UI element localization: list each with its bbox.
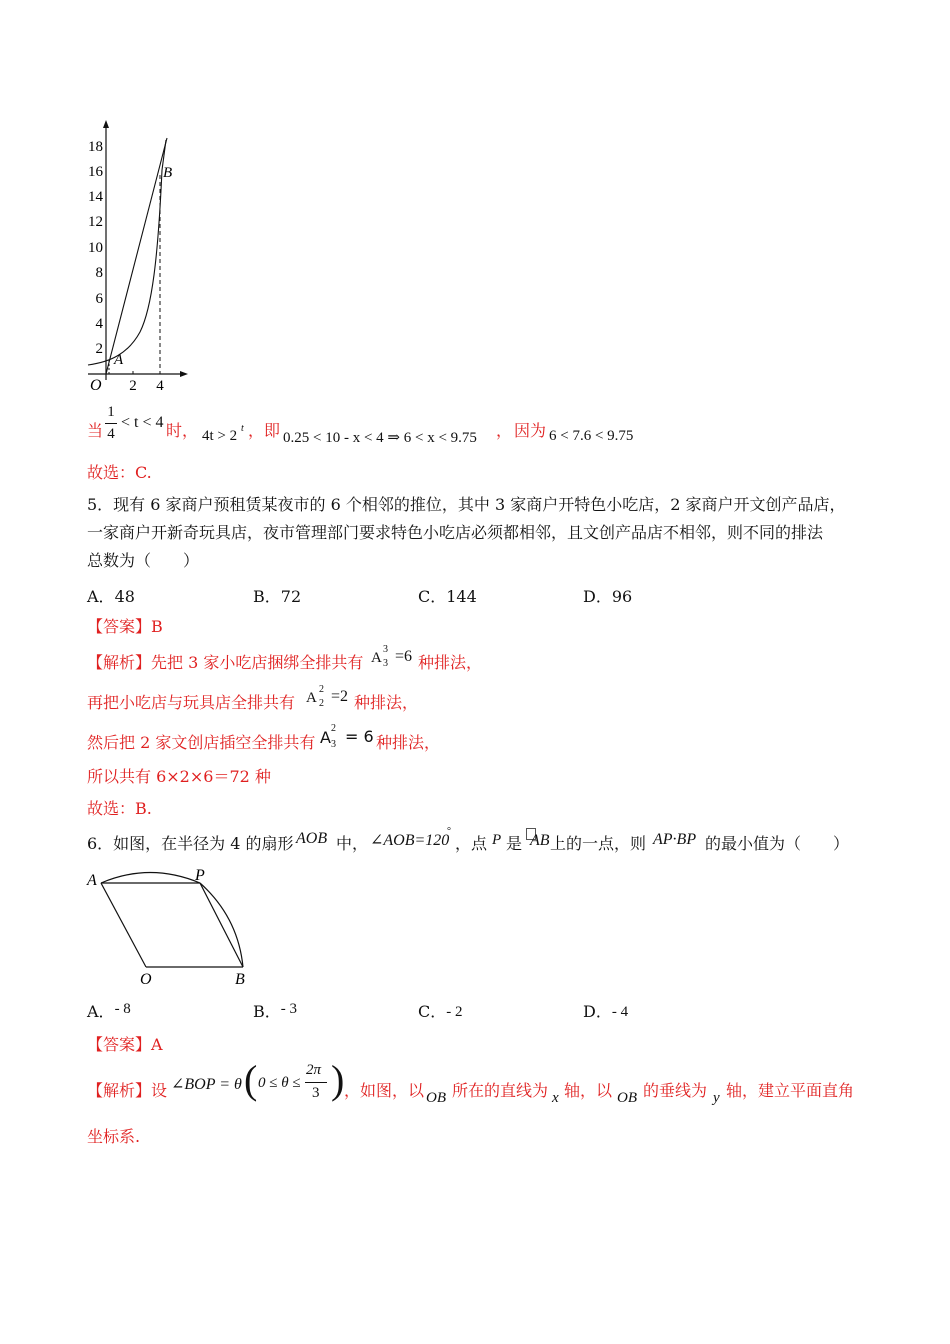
sector-figure <box>80 862 260 988</box>
q6-analysis-line2: 坐标系. <box>87 1127 141 1146</box>
q6-range-bar <box>305 1082 327 1083</box>
q4-ineq: < t < 4 <box>121 414 164 431</box>
q6-analysis-e: 的垂线为 <box>643 1081 708 1100</box>
q6-range-lower: 0 ≤ θ ≤ <box>258 1075 301 1091</box>
q6-arc: AB <box>530 832 550 849</box>
q4-frac-den: 4 <box>107 426 115 442</box>
q6-analysis-b: ，如图，以 <box>344 1081 425 1100</box>
point-b-label: B <box>163 165 173 181</box>
q5-step2-sub: 2 <box>319 698 324 709</box>
q6-stem-b: 中， <box>336 834 369 853</box>
x-axis-arrow <box>180 371 188 377</box>
q5-analysis-step1: 【解析】先把 3 家小吃店捆绑全排共有 <box>87 653 364 672</box>
y-tick-label: 16 <box>88 164 103 180</box>
q4-ji: 即 <box>264 421 281 440</box>
x-tick-label: 4 <box>156 378 164 394</box>
q5-step1-sub: 3 <box>383 658 388 669</box>
y-axis-arrow <box>103 120 109 128</box>
q5-step1-end: 种排法， <box>418 653 483 672</box>
q6-option-c: C．- 2 <box>418 1002 463 1021</box>
q5-stem-line2: 一家商户开新奇玩具店，夜市管理部门要求特色小吃店必须都相邻，且文创产品店不相邻，则不同的排法 <box>87 523 824 542</box>
q6-dot-expr: AP·BP <box>653 831 697 848</box>
q5-step1-eq: =6 <box>395 648 413 665</box>
y-tick-label: 8 <box>95 265 103 281</box>
q6-stem-e: 上的一点，则 <box>550 834 647 853</box>
q4-expr3: 6 < 7.6 < 9.75 <box>549 428 634 444</box>
y-tick-label: 10 <box>88 240 103 256</box>
label-p: P <box>195 867 205 884</box>
label-b: B <box>235 971 245 988</box>
point-a-label: A <box>114 352 124 368</box>
q6-analysis-d: 轴，以 <box>564 1081 613 1100</box>
segment-ao <box>101 883 146 967</box>
q5-option-c: C．144 <box>418 587 477 606</box>
q6-y: y <box>713 1090 720 1106</box>
q5-option-b: B．72 <box>253 587 302 606</box>
q6-angle: ∠AOB=120 <box>370 832 450 849</box>
q5-step3-eq: = 6 <box>345 727 374 746</box>
y-tick-label: 14 <box>88 189 103 205</box>
q5-step2-A: A <box>306 690 317 706</box>
q4-expr1-exp: t <box>241 423 244 434</box>
q5-step3-sup: 2 <box>331 723 336 734</box>
q6-stem-c: ，点 <box>455 834 488 853</box>
y-tick-label: 12 <box>88 214 103 230</box>
q5-stem-line3: 总数为（ ） <box>87 551 200 570</box>
y-tick-label: 4 <box>95 316 103 332</box>
q5-conclusion: 故选：B. <box>87 799 152 818</box>
q4-expr2: 0.25 < 10 - x < 4 ⇒ 6 < x < 9.75 <box>283 430 477 446</box>
q5-option-d: D．96 <box>583 587 633 606</box>
q5-step3-A: A <box>320 728 331 747</box>
q4-sep2: ， <box>496 421 513 440</box>
y-tick-label: 2 <box>95 341 103 357</box>
arc-ap <box>101 873 200 884</box>
q6-analysis-tag: 【解析】设 <box>87 1081 168 1100</box>
q6-range-num: 2π <box>306 1062 322 1078</box>
q5-step2-sup: 2 <box>319 684 324 695</box>
q4-when-prefix: 当 <box>87 421 104 440</box>
q4-when: 时， <box>166 421 199 440</box>
q6-stem-f: 的最小值为（ ） <box>705 834 850 853</box>
q5-analysis-step2: 再把小吃店与玩具店全排共有 <box>87 693 296 712</box>
q4-because: 因为 <box>514 421 547 440</box>
y-tick-label: 6 <box>95 291 103 307</box>
q6-sector: AOB <box>296 830 328 847</box>
q6-option-b: B．- 3 <box>253 1001 298 1021</box>
q4-frac-num: 1 <box>107 404 115 420</box>
label-o: O <box>140 971 152 988</box>
segment-pb <box>200 883 243 967</box>
q5-answer: 【答案】B <box>87 617 163 636</box>
q6-option-d: D．- 4 <box>583 1002 629 1021</box>
y-tick-label: 18 <box>88 139 103 155</box>
q6-point-p: P <box>492 832 502 848</box>
q6-stem-a: 6．如图，在半径为 4 的扇形 <box>87 834 294 853</box>
q5-step2-end: 种排法， <box>354 693 419 712</box>
q6-stem-d: 是 <box>506 834 523 853</box>
q6-analysis-f: 轴，建立平面直角 <box>726 1081 855 1100</box>
q4-expr1: 4t > 2 <box>202 428 238 444</box>
q6-ob1: OB <box>426 1090 446 1106</box>
q6-x: x <box>552 1090 559 1106</box>
x-tick-label: 2 <box>129 378 137 394</box>
q6-analysis-c: 所在的直线为 <box>452 1081 549 1100</box>
q5-step3-sub: 3 <box>331 739 336 750</box>
q6-ob2: OB <box>617 1090 637 1106</box>
q5-option-a: A．48 <box>87 587 135 606</box>
exponential-graph <box>70 118 210 398</box>
q5-stem-line1: 5．现有 6 家商户预租赁某夜市的 6 个相邻的推位，其中 3 家商户开特色小吃店，2 家商户开文创产品店， <box>87 495 846 514</box>
q6-option-a: A．- 8 <box>87 1001 131 1021</box>
q4-frac-bar <box>105 423 117 424</box>
q6-range-den: 3 <box>312 1085 320 1101</box>
q5-analysis-step3: 然后把 2 家文创店插空全排共有 <box>87 733 316 752</box>
q5-step1-A: A <box>371 650 382 666</box>
q5-step3-end: 种排法， <box>376 733 441 752</box>
q5-step2-eq: =2 <box>331 688 349 705</box>
q6-answer: 【答案】A <box>87 1035 163 1054</box>
q6-analysis-angle: ∠BOP = θ <box>171 1076 242 1093</box>
q6-deg: ° <box>447 826 451 837</box>
origin-label: O <box>90 377 102 394</box>
q4-conclusion: 故选：C. <box>87 463 152 482</box>
left-paren-icon: ( <box>244 1057 258 1102</box>
label-a: A <box>87 872 97 889</box>
q5-step1-sup: 3 <box>383 644 388 655</box>
right-paren-icon: ) <box>331 1057 345 1102</box>
q5-step4: 所以共有 6×2×6＝72 种 <box>87 767 271 786</box>
q4-sep: ， <box>248 421 265 440</box>
